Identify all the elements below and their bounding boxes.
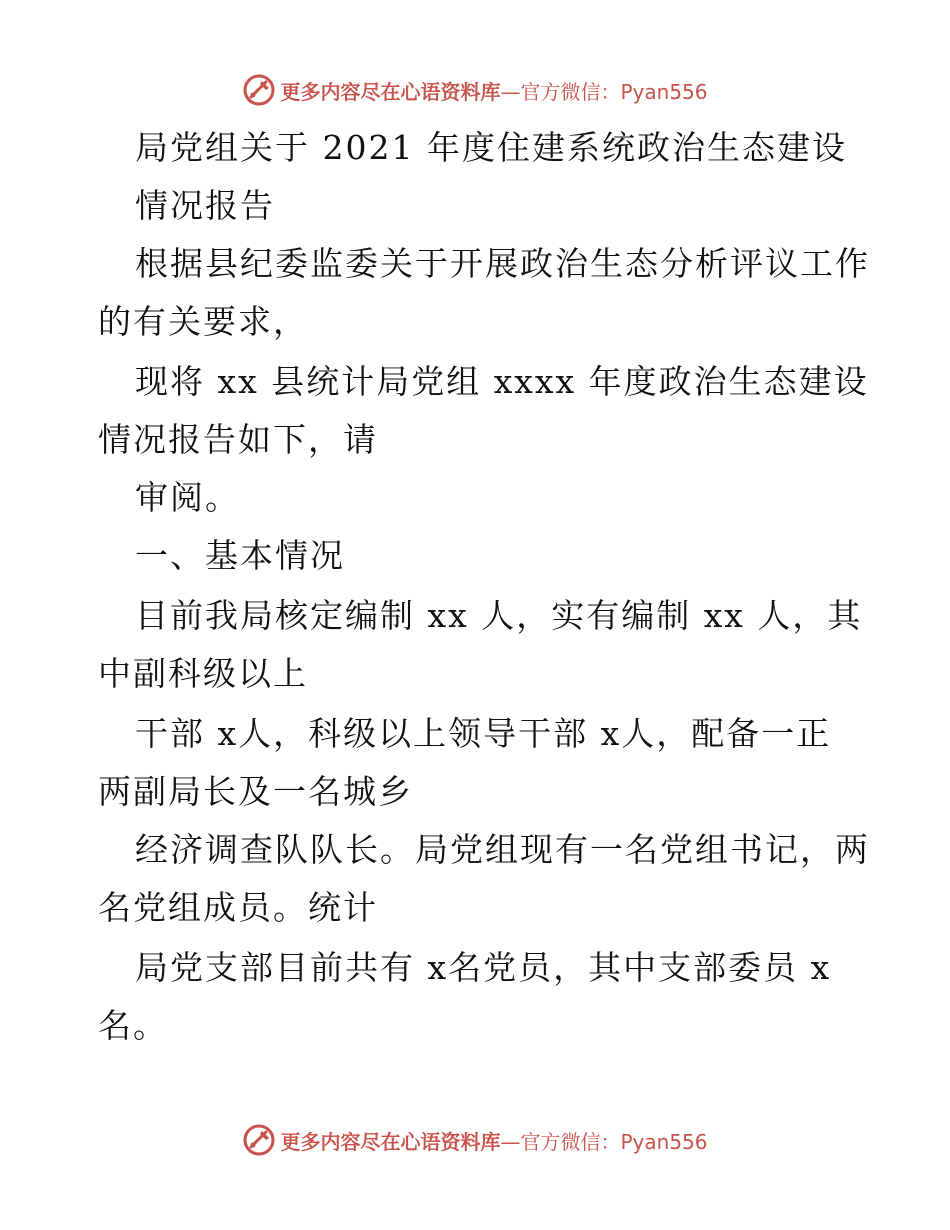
watermark-main-text: 更多内容尽在心语资料库 [280, 1129, 501, 1154]
brand-logo-icon [242, 1123, 276, 1157]
paragraph-line: 审阅。 [135, 478, 240, 517]
brand-logo-icon [242, 73, 276, 107]
title-line-1: 局党组关于 2021 年度住建系统政治生态建设 [135, 128, 847, 167]
watermark-dash: — [500, 1129, 521, 1154]
watermark-wechat-label: 官方微信： [520, 1129, 621, 1154]
section-heading: 一、基本情况 [135, 536, 345, 575]
footer-watermark [0, 1120, 950, 1160]
paragraph-line: 干部 x人，科级以上领导干部 x人，配备一正 [135, 714, 832, 753]
paragraph-line: 中副科级以上 [98, 654, 308, 693]
paragraph-line: 情况报告如下，请 [98, 420, 378, 459]
paragraph-line: 名。 [98, 1006, 168, 1045]
watermark-main-text: 更多内容尽在心语资料库 [280, 79, 501, 104]
title-line-2: 情况报告 [135, 186, 275, 225]
paragraph-line: 的有关要求， [98, 302, 308, 341]
paragraph-line: 根据县纪委监委关于开展政治生态分析评议工作 [135, 244, 870, 283]
watermark-wechat-id: Pyan556 [620, 79, 708, 104]
paragraph-line: 现将 xx 县统计局党组 xxxx 年度政治生态建设 [135, 362, 869, 401]
paragraph-line: 两副局长及一名城乡 [98, 772, 413, 811]
watermark-text [280, 1126, 707, 1155]
watermark-dash: — [500, 79, 521, 104]
watermark-wechat-label: 官方微信： [520, 79, 621, 104]
paragraph-line: 经济调查队队长。局党组现有一名党组书记，两 [135, 830, 870, 869]
header-watermark [0, 70, 950, 110]
paragraph-line: 局党支部目前共有 x名党员，其中支部委员 x [135, 948, 832, 987]
paragraph-line: 目前我局核定编制 xx 人，实有编制 xx 人，其 [135, 596, 863, 635]
watermark-wechat-id: Pyan556 [620, 1129, 708, 1154]
watermark-text [280, 76, 707, 105]
paragraph-line: 名党组成员。统计 [98, 888, 378, 927]
